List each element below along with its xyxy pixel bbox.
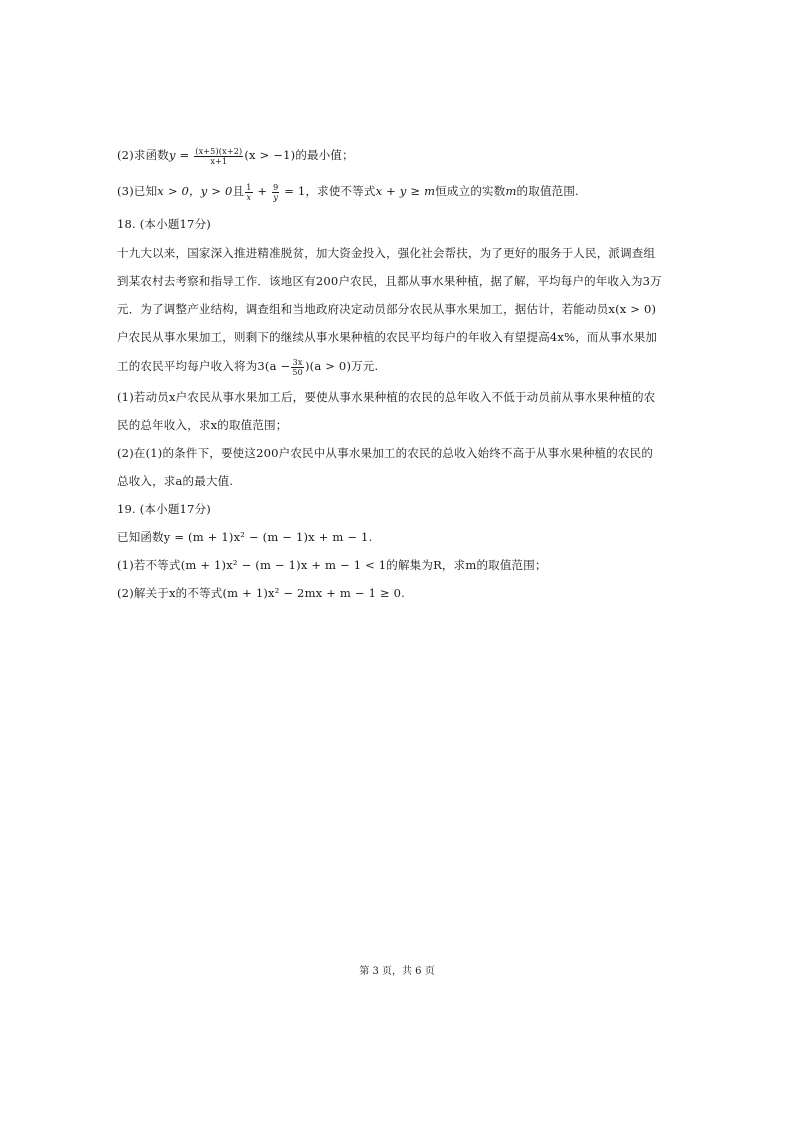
math-op: = 1 <box>280 184 306 198</box>
page-footer: 第 3 页，共 6 页 <box>359 966 435 977</box>
math-var: m <box>505 184 517 198</box>
text: )(a > 0)万元. <box>304 359 379 373</box>
text: 恒成立的实数 <box>435 184 506 198</box>
fraction-denominator: x+1 <box>210 156 228 166</box>
q18-line-5 <box>117 352 378 380</box>
q17-part2 <box>117 141 354 169</box>
text: (3)已知 <box>117 184 158 198</box>
fraction-numerator: 3x <box>292 357 303 367</box>
q19-line-1: 已知函数y = (m + 1)x² − (m − 1)x + m − 1. <box>117 530 373 544</box>
text: 且 <box>232 184 245 198</box>
fraction-numerator: (x+5)(x+2) <box>195 146 243 156</box>
fraction-denominator: y <box>273 192 279 202</box>
math-condition: x > 0，y > 0 <box>157 184 233 198</box>
q19-heading: 19. (本小题17分) <box>117 502 211 516</box>
q18-line-1: 十九大以来，国家深入推进精准脱贫，加大资金投入，强化社会帮扶，为了更好的服务于人民，派调查组 <box>117 246 656 260</box>
text: 工的农民平均每户收入将为3(a − <box>117 359 291 373</box>
math-op: + <box>253 184 272 198</box>
q17-part3 <box>117 177 579 205</box>
text: ，求使不等式 <box>305 184 376 198</box>
fraction <box>291 358 304 377</box>
q18-part1-line-1: (1)若动员x户农民从事水果加工后，要使从事水果种植的农民的总年收入不低于动员前从事水果种植的农 <box>117 390 656 404</box>
q18-line-4: 户农民从事水果加工，则剩下的继续从事水果种植的农民平均每户的年收入有望提高4x%，而从事水果加 <box>117 330 658 344</box>
q18-heading: 18. (本小题17分) <box>117 217 211 231</box>
q18-part2-line-1: (2)在(1)的条件下，要使这200户农民中从事水果加工的农民的总收入始终不高于从事水果种植的农民的 <box>117 446 654 460</box>
q18-line-3: 元．为了调整产业结构，调查组和当地政府决定动员部分农民从事水果加工，据估计，若能动员x(x > 0) <box>117 302 657 316</box>
fraction <box>245 183 252 202</box>
q18-line-2: 到某农村去考察和指导工作．该地区有200户农民，且都从事水果种植，据了解，平均每户的年收入为3万 <box>117 274 662 288</box>
fraction-denominator: 50 <box>292 367 303 377</box>
fraction-numerator: 1 <box>246 182 252 192</box>
math-op: = <box>175 148 194 162</box>
fraction-denominator: x <box>246 192 252 202</box>
fraction-numerator: 9 <box>273 182 279 192</box>
math-var: y <box>169 148 176 162</box>
q19-part2: (2)解关于x的不等式(m + 1)x² − 2mx + m − 1 ≥ 0. <box>117 586 405 600</box>
text: 的最小值； <box>295 148 354 162</box>
text: (2)求函数 <box>117 148 169 162</box>
q19-part1: (1)若不等式(m + 1)x² − (m − 1)x + m − 1 < 1的解集为R，求m的取值范围； <box>117 558 547 572</box>
q18-part2-line-2: 总收入，求a的最大值. <box>117 474 234 488</box>
text: 的取值范围. <box>516 184 579 198</box>
math-inequality: x + y ≥ m <box>375 184 436 198</box>
fraction <box>194 147 243 166</box>
fraction <box>272 183 279 202</box>
q18-part1-line-2: 民的总年收入，求x的取值范围； <box>117 418 288 432</box>
math-condition: (x > −1) <box>244 148 296 162</box>
